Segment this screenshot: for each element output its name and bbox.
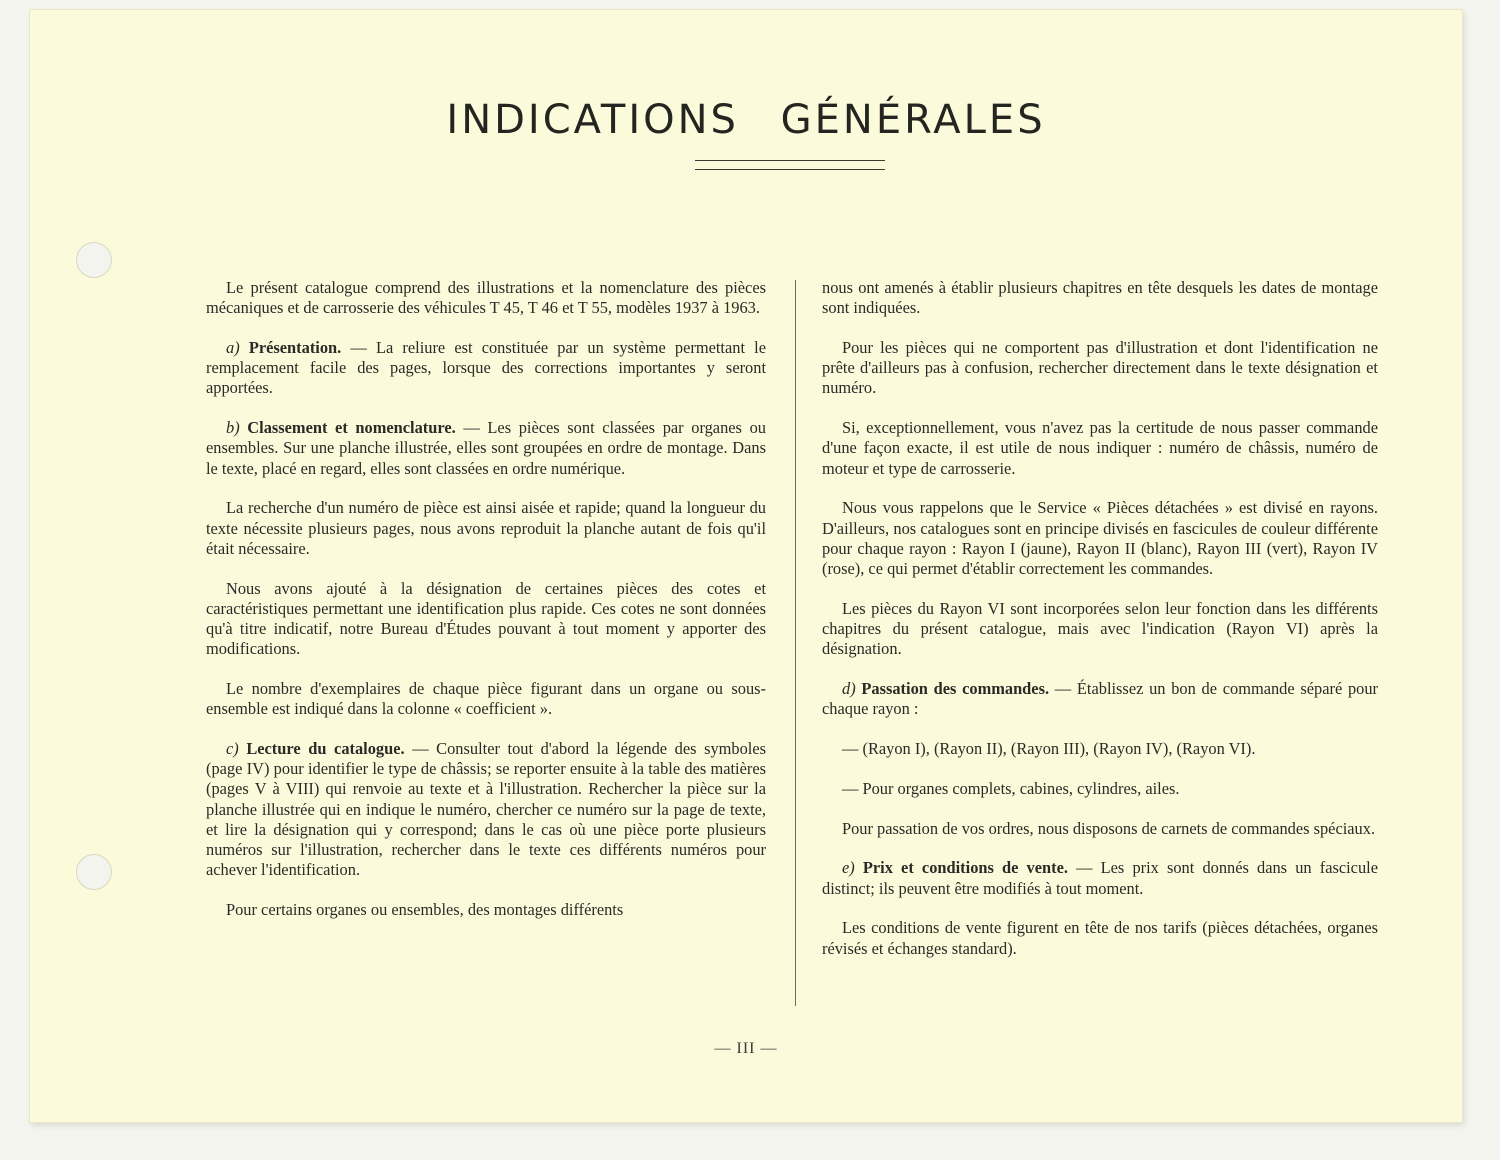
- section-a-heading: Présentation.: [248, 338, 342, 357]
- dash-line-rayons: — (Rayon I), (Rayon II), (Rayon III), (Rayon IV), (Rayon VI).: [842, 739, 1256, 759]
- section-b-paragraph: [206, 418, 766, 479]
- column-divider: [795, 280, 796, 1006]
- section-e-heading: Prix et conditions de vente.: [862, 858, 1068, 878]
- section-c-letter: c): [226, 739, 239, 759]
- cotes-paragraph: Nous avons ajouté à la désignation de certaines pièces des cotes et caractéristiques permettant une identification plus rapide. Ces cotes ne sont données qu'à titre indicatif, notre Bureau d'Études pouvant à tout moment y apporter des modifications.: [206, 578, 766, 659]
- section-b-text: — Les pièces sont classées par organes ou ensembles. Sur une planche illustrée, elles sont groupées en ordre de montage. Dans le texte, placé en regard, elles sont classées en ordre numérique.: [206, 418, 766, 478]
- section-d-heading: Passation des commandes.: [861, 679, 1050, 699]
- continued-paragraph: nous ont amenés à établir plusieurs chapitres en tête desquels les dates de montage sont indiquées.: [822, 278, 1378, 318]
- recherche-paragraph: La recherche d'un numéro de pièce est ainsi aisée et rapide; quand la longueur du texte nécessite plusieurs pages, nous avons reproduit la planche autant de fois qu'il était nécessaire.: [206, 498, 766, 558]
- left-column: [206, 278, 766, 940]
- section-b-heading: Classement et nomenclature.: [247, 418, 456, 438]
- sans-illustration-paragraph: Pour les pièces qui ne comportent pas d'illustration et dont l'identification ne prête d'ailleurs pas à confusion, rechercher directement dans le texte désignation et numéro.: [822, 338, 1378, 398]
- carnets-paragraph: Pour passation de vos ordres, nous disposons de carnets de commandes spéciaux.: [842, 818, 1376, 838]
- section-e-paragraph: [822, 858, 1378, 898]
- section-a-text: — La reliure est constituée par un système permettant le remplacement facile des pages, lorsque des corrections importantes y seront apportées.: [206, 338, 766, 398]
- section-c-text: — Consulter tout d'abord la légende des symboles (page IV) pour identifier le type de châssis; se reporter ensuite à la table des matières (pages V à VIII) qui renvoie au texte et à l'illustration. Rechercher la pièce sur la planche illustrée qui en indique le numéro, chercher ce numéro sur la page de texte, et lire la désignation qui y correspond; dans le cas où une pièce porte plusieurs numéros sur l'illustration, rechercher dans le texte ces différents numéros pour achever l'identification.: [206, 739, 766, 880]
- rayons-paragraph: Nous vous rappelons que le Service « Pièces détachées » est divisé en rayons. D'ailleurs, nos catalogues sont en principe divisés en fascicules de couleur différente pour chaque rayon : Rayon I (jaune), Rayon II (blanc), Rayon III (vert), Rayon IV (rose), ce qui permet d'établir correctement les commandes.: [822, 498, 1378, 579]
- section-e-text: — Les prix sont donnés dans un fascicule distinct; ils peuvent être modifiés à tout moment.: [822, 858, 1378, 898]
- section-d-text: — Établissez un bon de commande séparé pour chaque rayon :: [822, 679, 1378, 719]
- title-double-rule: [695, 160, 885, 170]
- catalogue-page: [30, 10, 1462, 1122]
- montages-paragraph: Pour certains organes ou ensembles, des montages différents: [226, 900, 624, 920]
- section-d-paragraph: [822, 679, 1378, 719]
- section-a-letter: a): [226, 338, 240, 357]
- section-b-letter: b): [226, 418, 240, 438]
- section-e-letter: e): [842, 858, 855, 878]
- binder-hole-bottom: [76, 854, 112, 890]
- section-d-letter: d): [842, 679, 856, 699]
- right-column: [822, 278, 1378, 978]
- nombre-paragraph: Le nombre d'exemplaires de chaque pièce figurant dans un organe ou sous-ensemble est indiqué dans la colonne « coefficient ».: [206, 679, 766, 719]
- section-c-heading: Lecture du catalogue.: [246, 739, 405, 759]
- conditions-paragraph: Les conditions de vente figurent en tête de nos tarifs (pièces détachées, organes révisés et échanges standard).: [822, 918, 1378, 958]
- section-c-paragraph: [206, 739, 766, 880]
- binder-hole-top: [76, 242, 112, 278]
- page-number: — III —: [714, 1040, 778, 1057]
- section-a-paragraph: [206, 338, 766, 399]
- certitude-paragraph: Si, exceptionnellement, vous n'avez pas la certitude de nous passer commande d'une façon exacte, il est utile de nous indiquer : numéro de châssis, numéro de moteur et type de carrosserie.: [822, 418, 1378, 478]
- rayon-vi-paragraph: Les pièces du Rayon VI sont incorporées selon leur fonction dans les différents chapitres du présent catalogue, mais avec l'indication (Rayon VI) après la désignation.: [822, 598, 1378, 659]
- intro-paragraph: Le présent catalogue comprend des illustrations et la nomenclature des pièces mécaniques et de carrosserie des véhicules T 45, T 46 et T 55, modèles 1937 à 1963.: [206, 278, 766, 318]
- page-title: INDICATIONS GÉNÉRALES: [446, 96, 1046, 143]
- dash-line-organes: — Pour organes complets, cabines, cylindres, ailes.: [842, 778, 1180, 798]
